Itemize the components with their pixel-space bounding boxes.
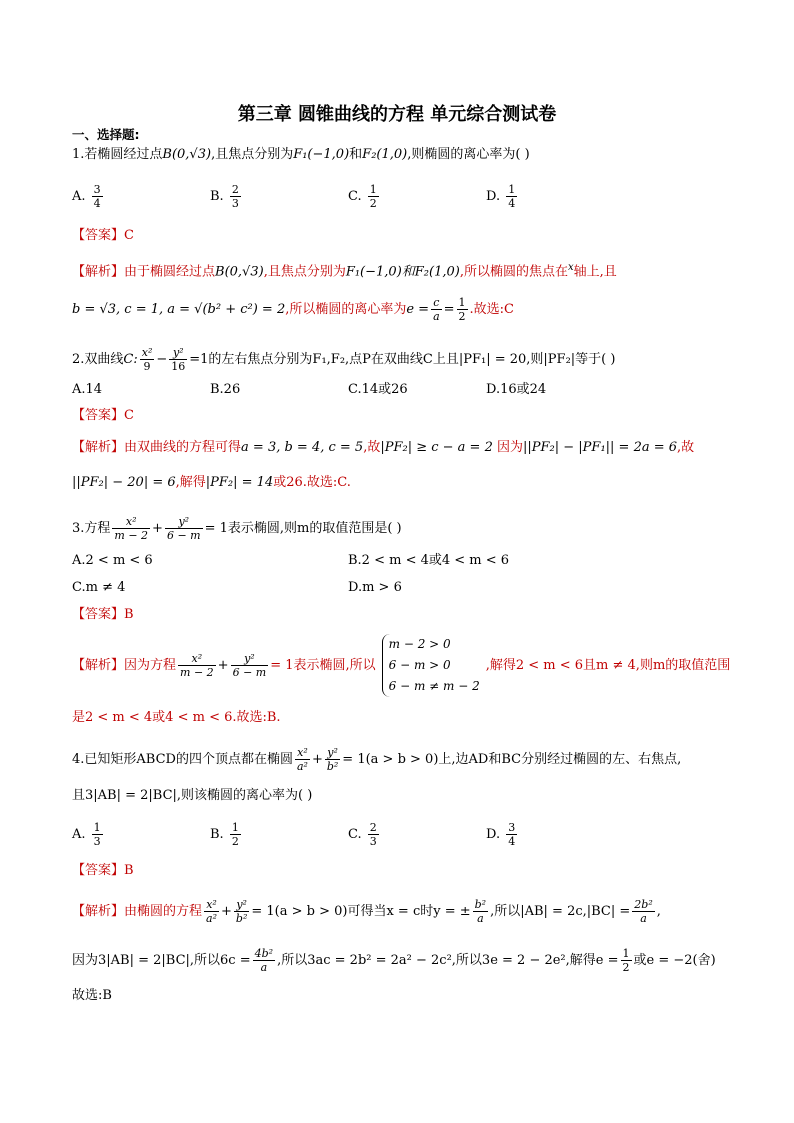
page-title: 第三章 圆锥曲线的方程 单元综合测试卷 (237, 104, 557, 125)
q3-explanation-line2: 是2 < m < 4或4 < m < 6.故选:B. (72, 710, 281, 725)
q3-explanation: 【解析】因为方程 $\frac{\text{x²}}{m - 2}$ + $\frac{\text{y²}}{6 - m}$ = 1表示椭圆,所以 m − 2 > 0 6 − m > 0 6 − m ≠ m − 2 ,解得2 < m < 6且m ≠ 4,则m的取值范围 (72, 634, 730, 697)
q3-option-c: C.m ≠ 4 (72, 580, 126, 595)
q1-text: 1.若椭圆经过点 (72, 147, 163, 162)
q1-explanation-line2: b = √3, c = 1, a = √(b² + c²) = 2,所以椭圆的离心率为e = $\frac{c}{a}$ = $\frac{1}{2}$ .故选:C (72, 296, 515, 323)
q1-text: 和 (349, 147, 363, 162)
q1-option-a: A. $\frac{3}{4}$ (72, 183, 101, 210)
question-4: 4.已知矩形ABCD的四个顶点都在椭圆 $\frac{\text{x²}}{\text{a²}}$ + $\frac{\text{y²}}{\text{b²}}$ = 1(a > b > 0)上,边AD和BC分别经过椭圆的左、右焦点, (72, 746, 682, 773)
q3-option-d: D.m > 6 (348, 580, 402, 595)
q2-explanation: 【解析】由双曲线的方程可得a = 3, b = 4, c = 5,故|PF₂| ≥ c − a = 2 因为||PF₂| − |PF₁|| = 2a = 6,故 (72, 440, 695, 455)
q1-option-b: B. $\frac{2}{3}$ (210, 183, 239, 210)
q1-focus-1: F₁(−1,0) (293, 147, 350, 162)
section-heading: 一、选择题: (72, 127, 140, 142)
q1-text: ,则椭圆的离心率为( ) (407, 147, 530, 162)
q1-point: B(0,√3) (162, 147, 212, 162)
q3-option-b: B.2 < m < 4或4 < m < 6 (348, 553, 510, 568)
q4-option-d: D. $\frac{3}{4}$ (486, 821, 516, 848)
q4-explanation-line3: 故选:B (72, 988, 112, 1003)
q2-option-b: B.26 (210, 382, 241, 397)
q4-explanation-line2: 因为3|AB| = 2|BC|,所以6c = $\frac{\text{4b²}}{a}$ ,所以3ac = 2b² = 2a² − 2c²,所以3e = 2 − 2e²,解得e = $\frac{1}{2}$ 或e = −2(舍) (72, 947, 716, 974)
q1-answer: 【答案】C (72, 228, 134, 243)
q2-option-d: D.16或24 (486, 382, 547, 397)
question-2: 2.双曲线C: $\frac{\text{x²}}{9}$ − $\frac{\text{y²}}{16}$ =1的左右焦点分别为F₁,F₂,点P在双曲线C上且|PF₁| = 20,则|PF₂|等于( ) (72, 346, 616, 373)
q2-option-a: A.14 (72, 382, 103, 397)
q1-focus-2: F₂(1,0) (362, 147, 408, 162)
q3-option-a: A.2 < m < 6 (72, 553, 153, 568)
q3-answer: 【答案】B (72, 607, 134, 622)
q3-inequality-system: m − 2 > 0 6 − m > 0 6 − m ≠ m − 2 (382, 634, 480, 697)
q4-option-b: B. $\frac{1}{2}$ (210, 821, 239, 848)
question-4-line2: 且3|AB| = 2|BC|,则该椭圆的离心率为( ) (72, 788, 313, 803)
question-3: 3.方程 $\frac{\text{x²}}{m - 2}$ + $\frac{\text{y²}}{6 - m}$ = 1表示椭圆,则m的取值范围是( ) (72, 515, 402, 542)
q4-explanation: 【解析】由椭圆的方程 $\frac{\text{x²}}{\text{a²}}$ + $\frac{\text{y²}}{\text{b²}}$ = 1(a > b > 0)可得当x = c时y = ± $\frac{\text{b²}}{a}$ ,所以|AB| = 2c,|BC| = $\frac{\text{2b²}}{a}$ , (72, 898, 661, 925)
q1-explanation: 【解析】由于椭圆经过点B(0,√3),且焦点分别为F₁(−1,0)和F₂(1,0),所以椭圆的焦点在$^x$轴上,且 (72, 262, 617, 280)
q2-answer: 【答案】C (72, 408, 134, 423)
q4-option-a: A. $\frac{1}{3}$ (72, 821, 101, 848)
q1-text: ,且焦点分别为 (211, 147, 294, 162)
q1-option-d: D. $\frac{1}{4}$ (486, 183, 516, 210)
q1-option-c: C. $\frac{1}{2}$ (348, 183, 377, 210)
q4-answer: 【答案】B (72, 863, 134, 878)
question-1 (72, 146, 530, 164)
q2-explanation-line2: ||PF₂| − 20| = 6,解得|PF₂| = 14或26.故选:C. (72, 475, 351, 490)
q4-option-c: C. $\frac{2}{3}$ (348, 821, 377, 848)
q2-option-c: C.14或26 (348, 382, 408, 397)
